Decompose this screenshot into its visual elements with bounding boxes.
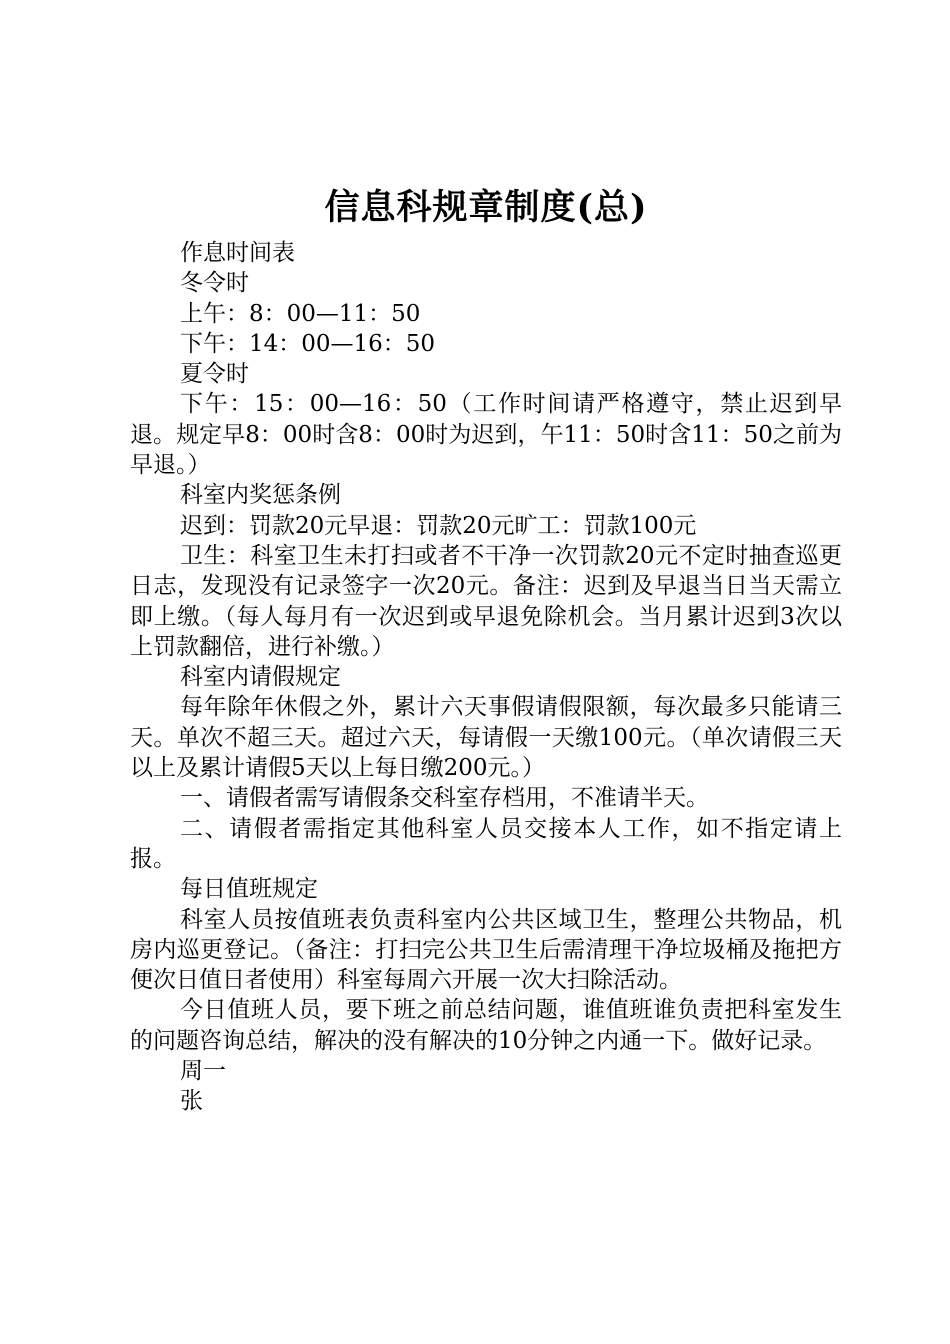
paragraph-leave-rule-2: 二、请假者需指定其他科室人员交接本人工作，如不指定请上报。	[130, 815, 842, 872]
paragraph-summer-afternoon: 下午：15：00—16：50（工作时间请严格遵守，禁止迟到早退。规定早8：00时含8：00时为迟到，午11：50时含11：50之前为早退。）	[130, 391, 842, 479]
paragraph-duty-hygiene: 科室人员按值班表负责科室内公共区域卫生，整理公共物品，机房内巡更登记。（备注：打扫完公共卫生后需清理干净垃圾桶及拖把方便次日值日者使用）科室每周六开展一次大扫除活动。	[130, 906, 842, 994]
paragraph-leave-heading: 科室内请假规定	[180, 664, 341, 691]
paragraph-winter-morning: 上午：8：00—11：50	[180, 300, 421, 327]
paragraph-duty-summary: 今日值班人员，要下班之前总结问题，谁值班谁负责把科室发生的问题咨询总结，解决的没有解决的10分钟之内通一下。做好记录。	[130, 997, 842, 1054]
paragraph-hygiene: 卫生：科室卫生未打扫或者不干净一次罚款20元不定时抽查巡更日志，发现没有记录签字一次20元。备注：迟到及早退当日当天需立即上缴。（每人每月有一次迟到或早退免除机会。当月累计迟到3次以上罚款翻倍，进行补缴。）	[130, 542, 842, 660]
document-title: 信息科规章制度(总)	[324, 187, 648, 228]
document-page	[130, 180, 842, 1117]
paragraph-schedule-heading: 作息时间表	[180, 240, 295, 266]
paragraph-name: 张	[180, 1088, 203, 1115]
paragraph-duty-heading: 每日值班规定	[180, 876, 318, 903]
paragraph-summer-time: 夏令时	[180, 361, 249, 388]
paragraph-winter-time: 冬令时	[180, 270, 249, 297]
paragraph-fines: 迟到：罚款20元早退：罚款20元旷工：罚款100元	[180, 512, 697, 539]
paragraph-winter-afternoon: 下午：14：00—16：50	[180, 330, 436, 357]
paragraph-rewards-heading: 科室内奖惩条例	[180, 482, 341, 509]
paragraph-leave-limits: 每年除年休假之外，累计六天事假请假限额，每次最多只能请三天。单次不超三天。超过六天，每请假一天缴100元。（单次请假三天以上及累计请假5天以上每日缴200元。）	[130, 694, 842, 782]
paragraph-leave-rule-1: 一、请假者需写请假条交科室存档用，不准请半天。	[180, 785, 709, 812]
paragraph-monday: 周一	[180, 1058, 226, 1085]
